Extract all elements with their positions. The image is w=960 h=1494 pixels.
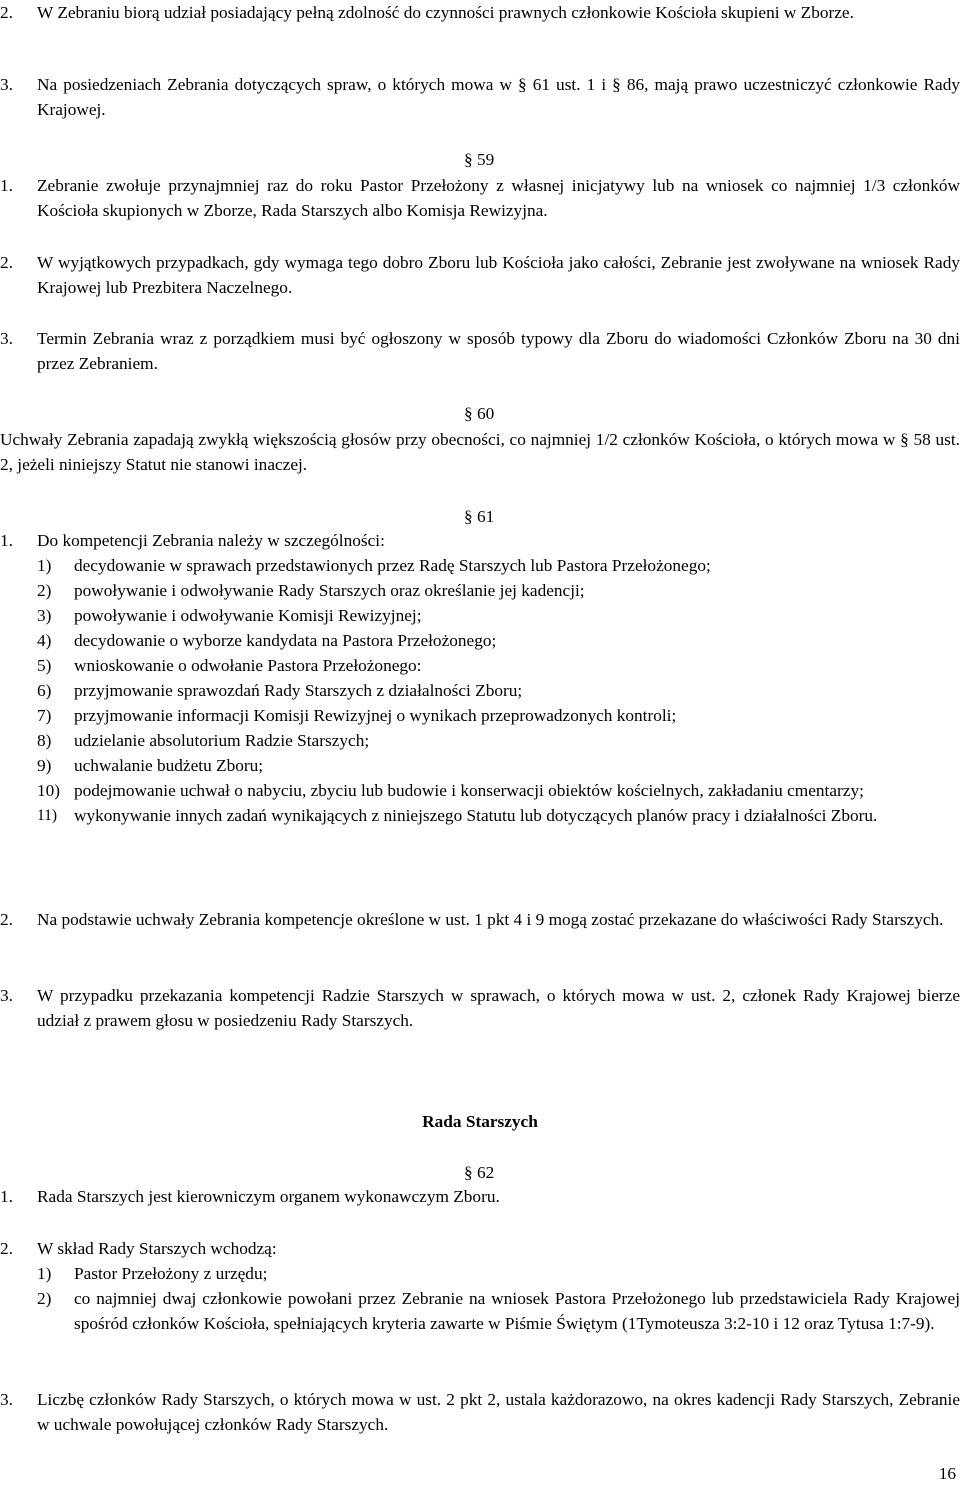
subitem-number: 1) — [37, 1264, 52, 1283]
item-text: Liczbę członków Rady Starszych, o których mowa w ust. 2 pkt 2, ustala każdorazowo, na okres kadencji Rady Starszych, Zebranie w uchwale powołującej członków Rady Starszych. — [37, 1390, 960, 1434]
s61-item-1 — [0, 528, 960, 828]
paragraph-item-3 — [0, 72, 960, 122]
item-text: Termin Zebrania wraz z porządkiem musi być ogłoszony w sposób typowy dla Zboru do wiadomości Członków Zboru na 30 dni przez Zebraniem. — [37, 329, 960, 373]
subitem-number: 2) — [37, 1289, 52, 1308]
subitem-text: decydowanie o wyborze kandydata na Pastora Przełożonego; — [74, 631, 497, 650]
list-item — [0, 653, 960, 678]
subitem-number: 10) — [37, 781, 61, 800]
s62-item-3 — [0, 1387, 960, 1437]
paragraph-text: Uchwały Zebrania zapadają zwykłą większością głosów przy obecności, co najmniej 1/2 członków Kościoła, o których mowa w § 58 ust. 2, jeżeli niniejszy Statut nie stanowi inaczej. — [0, 430, 960, 474]
subitem-text: podejmowanie uchwał o nabyciu, zbyciu lub budowie i konserwacji obiektów kościelnych, zakładaniu cmentarzy; — [74, 781, 864, 800]
subitem-number: 1) — [37, 556, 52, 575]
subitem-text: decydowanie w sprawach przedstawionych przez Radę Starszych lub Pastora Przełożonego; — [74, 556, 711, 575]
item-text: Zebranie zwołuje przynajmniej raz do roku Pastor Przełożony z własnej inicjatywy lub na wniosek co najmniej 1/3 członków Kościoła skupionych w Zborze, Rada Starszych albo Komisja Rewizyjna. — [37, 176, 960, 220]
item-text: Rada Starszych jest kierowniczym organem wykonawczym Zboru. — [37, 1187, 500, 1206]
list-item — [0, 553, 960, 578]
list-item — [0, 703, 960, 728]
section-header-62: § 62 — [464, 1163, 495, 1182]
subitem-number: 9) — [37, 756, 52, 775]
s60-paragraph — [0, 427, 960, 477]
subitem-number: 3) — [37, 606, 52, 625]
page-number: 16 — [938, 1464, 956, 1483]
item-text: W przypadku przekazania kompetencji Radzie Starszych w sprawach, o których mowa w ust. 2, członek Rady Krajowej bierze udział z prawem głosu w posiedzeniu Rady Starszych. — [37, 986, 960, 1030]
subitem-text: uchwalanie budżetu Zboru; — [74, 756, 264, 775]
list-item — [0, 728, 960, 753]
item-text: W Zebraniu biorą udział posiadający pełną zdolność do czynności prawnych członkowie Kościoła skupieni w Zborze. — [37, 3, 854, 22]
item-number: 2. — [0, 1239, 13, 1258]
item-text: Do kompetencji Zebrania należy w szczególności: — [37, 531, 385, 550]
section-header-61: § 61 — [464, 507, 495, 526]
list-item — [0, 578, 960, 603]
subitem-text: przyjmowanie informacji Komisji Rewizyjnej o wynikach przeprowadzonych kontroli; — [74, 706, 677, 725]
list-item — [0, 778, 960, 803]
subitem-text: udzielanie absolutorium Radzie Starszych; — [74, 731, 370, 750]
item-number: 2. — [0, 3, 13, 22]
item-number: 1. — [0, 531, 13, 550]
item-number: 3. — [0, 75, 13, 94]
item-number: 3. — [0, 329, 13, 348]
item-text: Na podstawie uchwały Zebrania kompetencje określone w ust. 1 pkt 4 i 9 mogą zostać przekazane do właściwości Rady Starszych. — [37, 910, 944, 929]
s62-item-2 — [0, 1236, 960, 1336]
list-item — [0, 1286, 960, 1336]
list-item — [0, 628, 960, 653]
list-item — [0, 678, 960, 703]
subitem-number: 6) — [37, 681, 52, 700]
list-item — [0, 753, 960, 778]
paragraph-item-2 — [0, 0, 960, 25]
subitem-number: 8) — [37, 731, 52, 750]
subitem-text: powoływanie i odwoływanie Komisji Rewizyjnej; — [74, 606, 422, 625]
subitem-number: 2) — [37, 581, 52, 600]
item-text: W wyjątkowych przypadkach, gdy wymaga tego dobro Zboru lub Kościoła jako całości, Zebranie jest zwoływane na wniosek Rady Krajowej lub Prezbitera Naczelnego. — [37, 253, 960, 297]
item-number: 3. — [0, 986, 13, 1005]
list-item — [0, 603, 960, 628]
subitem-text: wnioskowanie o odwołanie Pastora Przełożonego: — [74, 656, 422, 675]
item-number: 3. — [0, 1390, 13, 1409]
subitem-text: wykonywanie innych zadań wynikających z niniejszego Statutu lub dotyczących planów pracy i działalności Zboru. — [74, 806, 878, 825]
s62-item-1 — [0, 1184, 960, 1209]
subitem-text: powoływanie i odwoływanie Rady Starszych oraz określanie jej kadencji; — [74, 581, 585, 600]
subitem-number: 11) — [37, 807, 58, 824]
item-number: 1. — [0, 1187, 13, 1206]
item-number: 2. — [0, 910, 13, 929]
s59-item-2 — [0, 250, 960, 300]
list-item — [0, 1261, 960, 1286]
list-item — [0, 803, 960, 828]
item-text: Na posiedzeniach Zebrania dotyczących spraw, o których mowa w § 61 ust. 1 i § 86, mają prawo uczestniczyć członkowie Rady Krajowej. — [37, 75, 960, 119]
s61-item-3 — [0, 983, 960, 1033]
section-title: Rada Starszych — [422, 1112, 538, 1131]
subitem-number: 7) — [37, 706, 52, 725]
subitem-number: 4) — [37, 631, 52, 650]
subitem-number: 5) — [37, 656, 52, 675]
subitem-text: Pastor Przełożony z urzędu; — [74, 1264, 268, 1283]
section-header-59: § 59 — [464, 150, 495, 169]
s61-item-2 — [0, 907, 960, 932]
item-text: W skład Rady Starszych wchodzą: — [37, 1239, 277, 1258]
section-header-60: § 60 — [464, 404, 495, 423]
subitem-text: przyjmowanie sprawozdań Rady Starszych z działalności Zboru; — [74, 681, 523, 700]
item-number: 2. — [0, 253, 13, 272]
item-number: 1. — [0, 176, 13, 195]
s59-item-1 — [0, 173, 960, 223]
subitem-text: co najmniej dwaj członkowie powołani przez Zebranie na wniosek Pastora Przełożonego lub przedstawiciela Rady Krajowej spośród członków Kościoła, spełniających kryteria zawarte w Piśmie Świętym (1Tymoteusza 3:2-10 i 12 oraz Tytusa 1:7-9). — [74, 1289, 960, 1333]
s59-item-3 — [0, 326, 960, 376]
